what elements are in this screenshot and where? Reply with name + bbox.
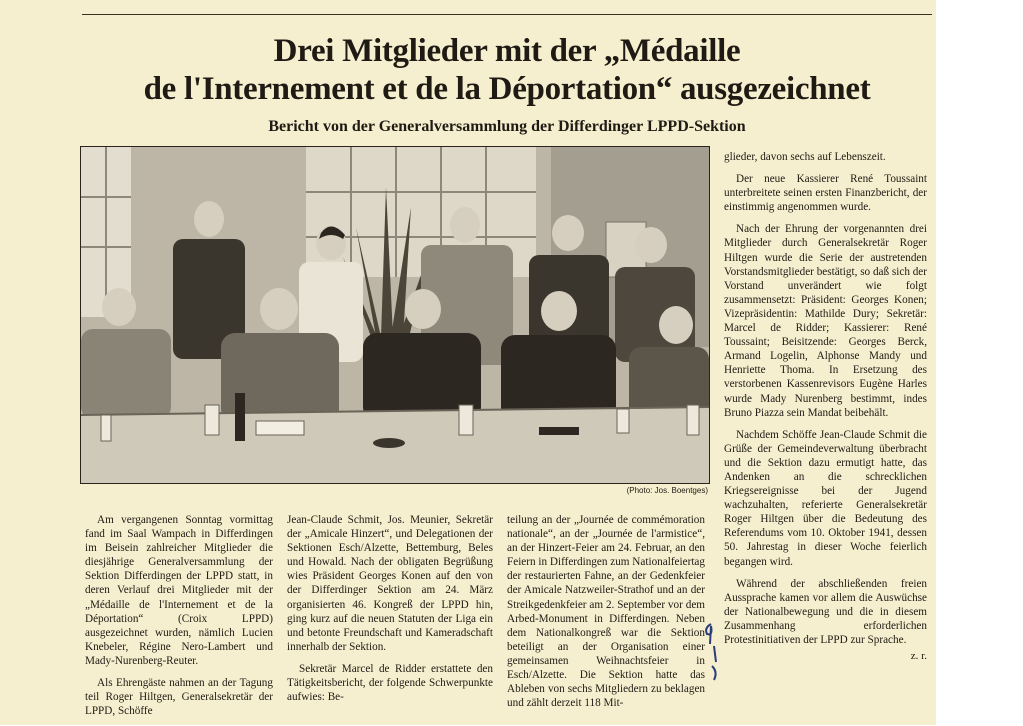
headline-line-2: de l'Internement et de la Déportation“ ausgezeichnet xyxy=(143,71,871,107)
paragraph: Nachdem Schöffe Jean-Claude Schmit die Grüße der Gemeindeverwaltung überbracht und die Sektion dazu ermutigt hatte, das Andenken an die schrecklichen Kriegsereignisse bei der Jugend wachzuhalten, referierte Generalsekretär Roger Hiltgen über die Bedeutung des Referendums vom 10. Oktober 1941, dessen 50. Jahrestag in dieser Woche feierlich begangen wird. xyxy=(724,428,927,568)
group-photo xyxy=(80,146,710,484)
paragraph: Jean-Claude Schmit, Jos. Meunier, Sekretär der „Amicale Hinzert“, und Delegationen der Sektionen Esch/Alzette, Bettemburg, Beles und Howald. Nach der obligaten Begrüßung wies Präsident Georges Konen auf den von der Differdinger Sektion am 24. März organisierten 46. Kongreß der LPPD hin, ging kurz auf die neuen Statuten der Liga ein und betonte Freundschaft und Kameradschaft innerhalb der Sektion. xyxy=(287,514,493,653)
paragraph: Als Ehrengäste nahmen an der Tagung teil Roger Hiltgen, Generalsekretär der LPPD, Schöffe xyxy=(85,677,273,718)
paragraph: Während der abschließenden freien Aussprache kamen vor allem die Auswüchse der Nationalbewegung und die in diesem Zusammenhang erforderlichen Protestinitiativen der LPPD zur Sprache. xyxy=(724,577,927,646)
column-3 xyxy=(507,513,705,718)
top-rule xyxy=(82,14,932,15)
column-2 xyxy=(287,513,493,712)
headline xyxy=(82,32,932,108)
author-signature: z. r. xyxy=(910,650,927,663)
column-1 xyxy=(85,513,273,726)
paragraph: glieder, davon sechs auf Lebenszeit. xyxy=(724,151,886,163)
paragraph: Am vergangenen Sonntag vormittag fand im Saal Wampach in Differdingen im Beisein zahlreicher Mitglieder die diesjährige Generalversammlung der Sektion Differdingen der LPPD statt, in deren Verlauf drei Mitglieder mit der „Médaille de l'Internement et de la Déportation“ (Croix LPPD) ausgezeichnet wurden, nämlich Lucien Knebeler, Régine Nero-Lambert und Mady-Nurenberg-Reuter. xyxy=(85,514,273,667)
photo-credit: (Photo: Jos. Boentges) xyxy=(626,486,708,495)
pencil-mark xyxy=(700,622,722,684)
headline-line-1: Drei Mitglieder mit der „Médaille xyxy=(273,33,741,69)
paragraph: Der neue Kassierer René Toussaint unterbreitete seinen ersten Finanzbericht, der einstimmig angenommen wurde. xyxy=(724,173,927,214)
column-4 xyxy=(724,150,927,663)
paragraph: Sekretär Marcel de Ridder erstattete den Tätigkeitsbericht, der folgende Schwerpunkte aufwies: Be- xyxy=(287,662,493,704)
group-photo-illustration xyxy=(81,147,709,483)
subheadline: Bericht von der Generalversammlung der Differdinger LPPD-Sektion xyxy=(268,118,746,135)
paragraph: Nach der Ehrung der vorgenannten drei Mitglieder durch Generalsekretär Roger Hiltgen wurde die Serie der austretenden Vorstandsmitglieder bestätigt, so daß sich der Vorstand unverändert wie folgt zusammensetzt: Präsident: Georges Konen; Vizepräsidentin: Mathilde Dury; Sekretär: Marcel de Ridder; Kassierer: René Toussaint; Beisitzende: Georges Berck, Armand Logelin, Alphonse Mandy und Henriette Thoma. In Ersetzung des verstorbenen Kassenrevisors Eugène Harles wurde Mady Nurenberg bestimmt, indes Bruno Piazza sein Mandat beibehält. xyxy=(724,223,927,419)
paragraph: teilung an der „Journée de commémoration nationale“, an der „Journée de l'armistice“, an der Hinzert-Feier am 24. Februar, an den Feiern in Differdingen zum Nationalfeiertag der restaurierten Fahne, an der Gedenkfeier der Amicale Natzweiler-Strathof und an der Streikgedenkfeier am 2. September vor dem Arbed-Monument in Differdingen. Neben dem Nationalkongreß war die Sektion beteiligt an der Organisation einer gemeinsamen Weihnachtsfeier in Esch/Alzette. Die Sektion hatte das Ableben von sechs Mitgliedern zu beklagen und zählt derzeit 118 Mit- xyxy=(507,514,705,710)
